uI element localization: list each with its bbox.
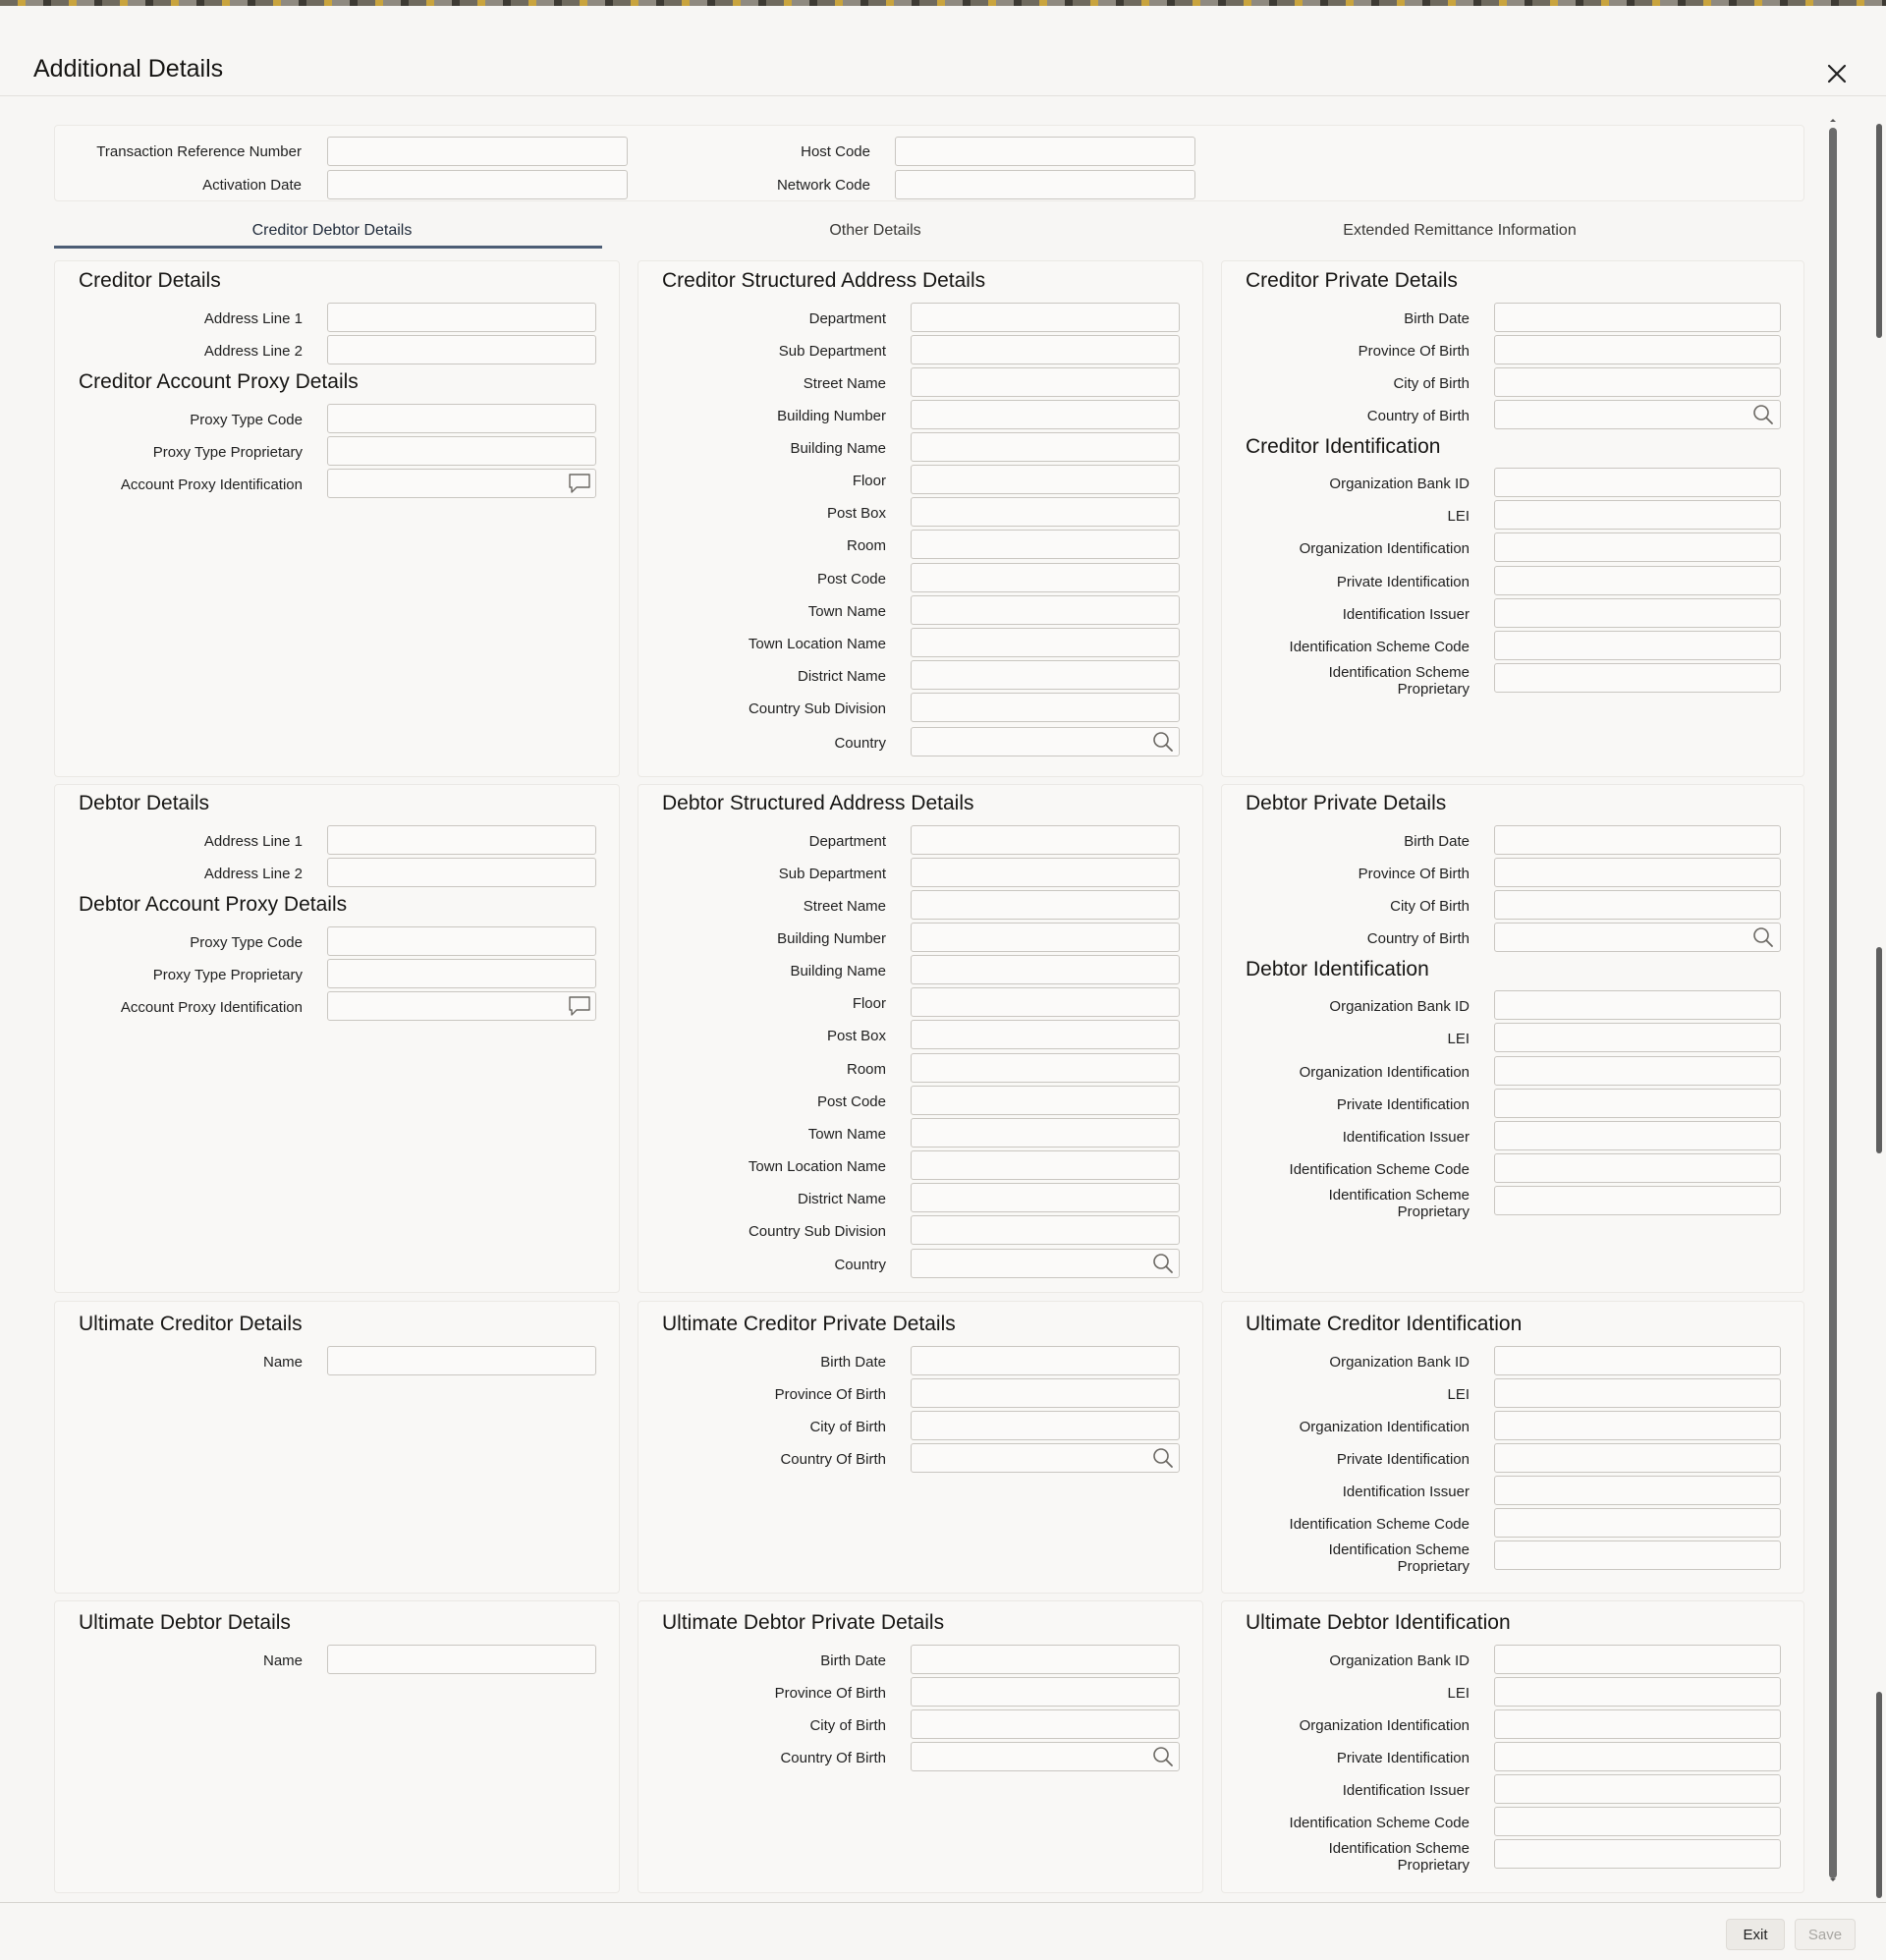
creditor-identification-issuer-input[interactable] — [1494, 598, 1781, 628]
ultimate-creditor-organization-identification-input[interactable] — [1494, 1411, 1781, 1440]
ultimate-debtor-private-title: Ultimate Debtor Private Details — [662, 1611, 945, 1634]
creditor-identification-scheme-code-input[interactable] — [1494, 631, 1781, 660]
ultimate-debtor-organization-identification-input[interactable] — [1494, 1709, 1781, 1739]
creditor-lei-label: LEI — [1447, 508, 1470, 525]
ultimate-debtor-province-of-birth-input[interactable] — [911, 1677, 1180, 1707]
debtor-province-of-birth-label: Province Of Birth — [1358, 866, 1470, 882]
creditor-account-proxy-identification-label: Account Proxy Identification — [120, 476, 303, 493]
debtor-department-label: Department — [808, 833, 886, 850]
content-scrollbar-thumb[interactable] — [1829, 128, 1837, 1878]
ultimate-creditor-details-panel — [54, 1301, 620, 1594]
debtor-address-line-2-label: Address Line 2 — [203, 866, 303, 882]
ultimate-creditor-organization-bank-id-label: Organization Bank ID — [1329, 1354, 1470, 1371]
transaction-reference-number-input[interactable] — [327, 137, 628, 166]
ultimate-debtor-country-of-birth-label: Country Of Birth — [780, 1750, 886, 1766]
debtor-lei-input[interactable] — [1494, 1023, 1781, 1052]
dialog-content — [0, 96, 1886, 1902]
creditor-town-name-input[interactable] — [911, 595, 1180, 625]
debtor-identification-issuer-label: Identification Issuer — [1342, 1129, 1470, 1146]
ultimate-debtor-organization-bank-id-label: Organization Bank ID — [1329, 1652, 1470, 1669]
creditor-identification-scheme-proprietary-label-line1: Identification Scheme — [1328, 664, 1470, 681]
creditor-street-name-input[interactable] — [911, 367, 1180, 397]
debtor-details-title: Debtor Details — [79, 792, 210, 814]
host-code-label: Host Code — [801, 143, 870, 160]
debtor-lei-label: LEI — [1447, 1031, 1470, 1047]
ultimate-creditor-private-identification-input[interactable] — [1494, 1443, 1781, 1473]
ultimate-debtor-private-identification-input[interactable] — [1494, 1742, 1781, 1771]
ultimate-debtor-name-input[interactable] — [327, 1645, 596, 1674]
network-code-label: Network Code — [776, 177, 870, 194]
debtor-address-line-1-label: Address Line 1 — [203, 833, 303, 850]
debtor-private-title: Debtor Private Details — [1246, 792, 1447, 814]
search-icon — [1152, 1253, 1174, 1274]
debtor-identification-scheme-proprietary-label — [1228, 1187, 1470, 1220]
transaction-reference-number-label: Transaction Reference Number — [96, 143, 302, 160]
debtor-account-proxy-comment-button[interactable] — [567, 993, 592, 1019]
ultimate-creditor-identification-scheme-proprietary-label-line2: Proprietary — [1397, 1558, 1470, 1575]
ultimate-creditor-organization-bank-id-input[interactable] — [1494, 1346, 1781, 1375]
active-tab-indicator — [54, 246, 602, 249]
creditor-post-code-input[interactable] — [911, 563, 1180, 592]
creditor-district-name-input[interactable] — [911, 660, 1180, 690]
creditor-city-of-birth-label: City of Birth — [1393, 375, 1470, 392]
ultimate-debtor-details-title: Ultimate Debtor Details — [79, 1611, 291, 1634]
ultimate-debtor-province-of-birth-label: Province Of Birth — [774, 1685, 886, 1702]
debtor-country-of-birth-input[interactable] — [1494, 923, 1781, 952]
creditor-department-label: Department — [808, 310, 886, 327]
ultimate-creditor-identification-scheme-proprietary-input[interactable] — [1494, 1540, 1781, 1570]
creditor-details-title: Creditor Details — [79, 269, 221, 292]
ultimate-creditor-lei-label: LEI — [1447, 1386, 1470, 1403]
debtor-identification-issuer-input[interactable] — [1494, 1121, 1781, 1150]
debtor-town-location-name-input[interactable] — [911, 1150, 1180, 1180]
activation-date-input[interactable] — [327, 170, 628, 199]
debtor-identification-scheme-code-input[interactable] — [1494, 1153, 1781, 1183]
creditor-street-name-label: Street Name — [803, 375, 886, 392]
creditor-country-label: Country — [834, 735, 886, 752]
ultimate-creditor-city-of-birth-input[interactable] — [911, 1411, 1180, 1440]
comment-icon — [568, 995, 591, 1017]
creditor-sub-department-input[interactable] — [911, 335, 1180, 364]
ultimate-creditor-identification-issuer-input[interactable] — [1494, 1476, 1781, 1505]
debtor-account-proxy-identification-label: Account Proxy Identification — [120, 999, 303, 1016]
ultimate-debtor-private-identification-label: Private Identification — [1336, 1750, 1470, 1766]
page-scrollbar-thumb-bottom[interactable] — [1876, 1692, 1882, 1898]
debtor-country-of-birth-search-button[interactable] — [1750, 924, 1776, 950]
ultimate-debtor-identification-scheme-proprietary-label-line1: Identification Scheme — [1328, 1840, 1470, 1857]
ultimate-creditor-organization-identification-label: Organization Identification — [1299, 1419, 1470, 1435]
creditor-country-input[interactable] — [911, 727, 1180, 756]
creditor-address-line-2-label: Address Line 2 — [203, 343, 303, 360]
creditor-address-line-1-input[interactable] — [327, 303, 596, 332]
ultimate-creditor-country-of-birth-search-button[interactable] — [1150, 1445, 1176, 1471]
debtor-account-proxy-title: Debtor Account Proxy Details — [79, 893, 348, 916]
debtor-organization-bank-id-input[interactable] — [1494, 990, 1781, 1020]
creditor-identification-title: Creditor Identification — [1246, 435, 1441, 458]
creditor-country-sub-division-label: Country Sub Division — [748, 700, 886, 717]
search-icon — [1152, 1746, 1174, 1767]
debtor-building-name-label: Building Name — [790, 963, 886, 980]
creditor-organization-bank-id-label: Organization Bank ID — [1329, 476, 1470, 492]
creditor-building-number-input[interactable] — [911, 400, 1180, 429]
creditor-city-of-birth-input[interactable] — [1494, 367, 1781, 397]
creditor-lei-input[interactable] — [1494, 500, 1781, 530]
creditor-country-search-button[interactable] — [1150, 729, 1176, 755]
ultimate-debtor-birth-date-input[interactable] — [911, 1645, 1180, 1674]
debtor-town-name-input[interactable] — [911, 1118, 1180, 1148]
dialog-header — [0, 6, 1886, 96]
creditor-proxy-type-code-input[interactable] — [327, 404, 596, 433]
debtor-post-code-label: Post Code — [816, 1093, 886, 1110]
creditor-address-line-1-label: Address Line 1 — [203, 310, 303, 327]
ultimate-creditor-details-title: Ultimate Creditor Details — [79, 1313, 303, 1335]
ultimate-debtor-identification-issuer-input[interactable] — [1494, 1774, 1781, 1804]
save-button[interactable]: Save — [1795, 1919, 1856, 1950]
ultimate-debtor-identification-issuer-label: Identification Issuer — [1342, 1782, 1470, 1799]
debtor-post-code-input[interactable] — [911, 1086, 1180, 1115]
creditor-identification-scheme-proprietary-label-line2: Proprietary — [1397, 681, 1470, 698]
creditor-address-line-2-input[interactable] — [327, 335, 596, 364]
debtor-proxy-type-code-input[interactable] — [327, 926, 596, 956]
ultimate-debtor-city-of-birth-label: City of Birth — [809, 1717, 886, 1734]
creditor-town-location-name-label: Town Location Name — [748, 636, 886, 652]
debtor-city-of-birth-input[interactable] — [1494, 890, 1781, 920]
ultimate-creditor-identification-scheme-proprietary-label-line1: Identification Scheme — [1328, 1541, 1470, 1558]
page-scrollbar[interactable] — [1874, 124, 1884, 1902]
ultimate-debtor-lei-input[interactable] — [1494, 1677, 1781, 1707]
debtor-city-of-birth-label: City Of Birth — [1390, 898, 1470, 915]
creditor-country-sub-division-input[interactable] — [911, 693, 1180, 722]
debtor-identification-title: Debtor Identification — [1246, 958, 1429, 980]
comment-icon — [568, 473, 591, 494]
ultimate-creditor-identification-title: Ultimate Creditor Identification — [1246, 1313, 1523, 1335]
debtor-organization-identification-input[interactable] — [1494, 1056, 1781, 1086]
debtor-birth-date-label: Birth Date — [1404, 833, 1470, 850]
debtor-street-name-input[interactable] — [911, 890, 1180, 920]
creditor-identification-scheme-proprietary-label — [1228, 664, 1470, 698]
ultimate-creditor-birth-date-label: Birth Date — [820, 1354, 886, 1371]
debtor-province-of-birth-input[interactable] — [1494, 858, 1781, 887]
creditor-account-proxy-identification-input[interactable] — [327, 469, 596, 498]
creditor-private-identification-input[interactable] — [1494, 566, 1781, 595]
ultimate-debtor-identification-scheme-proprietary-label-line2: Proprietary — [1397, 1857, 1470, 1874]
dialog-title: Additional Details — [33, 55, 224, 83]
creditor-account-proxy-title: Creditor Account Proxy Details — [79, 370, 359, 393]
creditor-province-of-birth-input[interactable] — [1494, 335, 1781, 364]
host-code-input[interactable] — [895, 137, 1195, 166]
debtor-room-label: Room — [846, 1061, 886, 1078]
creditor-account-proxy-comment-button[interactable] — [567, 471, 592, 496]
debtor-sub-department-input[interactable] — [911, 858, 1180, 887]
creditor-proxy-type-proprietary-input[interactable] — [327, 436, 596, 466]
dialog-footer — [0, 1902, 1886, 1960]
ultimate-debtor-name-label: Name — [262, 1652, 303, 1669]
debtor-floor-label: Floor — [852, 995, 886, 1012]
creditor-private-identification-label: Private Identification — [1336, 574, 1470, 590]
debtor-proxy-type-proprietary-label: Proxy Type Proprietary — [152, 967, 303, 983]
close-icon — [1824, 61, 1850, 86]
debtor-building-number-label: Building Number — [777, 930, 886, 947]
ultimate-debtor-organization-bank-id-input[interactable] — [1494, 1645, 1781, 1674]
creditor-proxy-type-proprietary-label: Proxy Type Proprietary — [152, 444, 303, 461]
debtor-town-name-label: Town Name — [807, 1126, 886, 1143]
network-code-input[interactable] — [895, 170, 1195, 199]
creditor-organization-identification-label: Organization Identification — [1299, 540, 1470, 557]
creditor-post-box-label: Post Box — [826, 505, 886, 522]
debtor-country-input[interactable] — [911, 1249, 1180, 1278]
creditor-post-code-label: Post Code — [816, 571, 886, 588]
ultimate-debtor-city-of-birth-input[interactable] — [911, 1709, 1180, 1739]
ultimate-debtor-identification-scheme-proprietary-input[interactable] — [1494, 1839, 1781, 1869]
ultimate-creditor-province-of-birth-input[interactable] — [911, 1378, 1180, 1408]
ultimate-debtor-identification-scheme-code-input[interactable] — [1494, 1807, 1781, 1836]
creditor-floor-input[interactable] — [911, 465, 1180, 494]
creditor-town-location-name-input[interactable] — [911, 628, 1180, 657]
ultimate-debtor-country-of-birth-input[interactable] — [911, 1742, 1180, 1771]
debtor-proxy-type-proprietary-input[interactable] — [327, 959, 596, 988]
scroll-up-arrow-icon — [1827, 116, 1839, 124]
debtor-street-name-label: Street Name — [803, 898, 886, 915]
ultimate-creditor-identification-scheme-code-label: Identification Scheme Code — [1289, 1516, 1470, 1533]
debtor-sub-department-label: Sub Department — [778, 866, 886, 882]
debtor-identification-scheme-code-label: Identification Scheme Code — [1289, 1161, 1470, 1178]
debtor-address-line-2-input[interactable] — [327, 858, 596, 887]
debtor-structured-address-title: Debtor Structured Address Details — [662, 792, 974, 814]
ultimate-debtor-lei-label: LEI — [1447, 1685, 1470, 1702]
ultimate-debtor-identification-scheme-code-label: Identification Scheme Code — [1289, 1815, 1470, 1831]
page-scrollbar-thumb-top[interactable] — [1876, 124, 1882, 338]
tab-other-details[interactable]: Other Details — [829, 222, 921, 239]
debtor-room-input[interactable] — [911, 1053, 1180, 1083]
ultimate-creditor-country-of-birth-label: Country Of Birth — [780, 1451, 886, 1468]
debtor-identification-scheme-proprietary-input[interactable] — [1494, 1186, 1781, 1215]
creditor-birth-date-input[interactable] — [1494, 303, 1781, 332]
activation-date-label: Activation Date — [202, 177, 302, 194]
creditor-identification-scheme-proprietary-input[interactable] — [1494, 663, 1781, 693]
creditor-country-of-birth-search-button[interactable] — [1750, 402, 1776, 427]
creditor-identification-issuer-label: Identification Issuer — [1342, 606, 1470, 623]
debtor-building-name-input[interactable] — [911, 955, 1180, 984]
creditor-country-of-birth-label: Country of Birth — [1366, 408, 1470, 424]
creditor-district-name-label: District Name — [797, 668, 886, 685]
ultimate-creditor-birth-date-input[interactable] — [911, 1346, 1180, 1375]
ultimate-creditor-identification-scheme-proprietary-label — [1228, 1541, 1470, 1575]
ultimate-creditor-city-of-birth-label: City of Birth — [809, 1419, 886, 1435]
tab-extended-remittance-information[interactable]: Extended Remittance Information — [1343, 222, 1577, 239]
ultimate-creditor-name-input[interactable] — [327, 1346, 596, 1375]
debtor-district-name-label: District Name — [797, 1191, 886, 1207]
debtor-proxy-type-code-label: Proxy Type Code — [190, 934, 303, 951]
creditor-room-label: Room — [846, 537, 886, 554]
close-button[interactable] — [1824, 61, 1850, 86]
debtor-country-of-birth-label: Country of Birth — [1366, 930, 1470, 947]
ultimate-debtor-country-of-birth-search-button[interactable] — [1150, 1744, 1176, 1769]
creditor-organization-identification-input[interactable] — [1494, 532, 1781, 562]
search-icon — [1152, 1447, 1174, 1469]
creditor-post-box-input[interactable] — [911, 497, 1180, 527]
ultimate-creditor-country-of-birth-input[interactable] — [911, 1443, 1180, 1473]
creditor-identification-scheme-code-label: Identification Scheme Code — [1289, 639, 1470, 655]
debtor-address-line-1-input[interactable] — [327, 825, 596, 855]
creditor-proxy-type-code-label: Proxy Type Code — [190, 412, 303, 428]
debtor-country-sub-division-input[interactable] — [911, 1215, 1180, 1245]
creditor-town-name-label: Town Name — [807, 603, 886, 620]
creditor-department-input[interactable] — [911, 303, 1180, 332]
tab-creditor-debtor-details[interactable]: Creditor Debtor Details — [251, 222, 413, 239]
creditor-structured-address-title: Creditor Structured Address Details — [662, 269, 986, 292]
debtor-post-box-label: Post Box — [826, 1028, 886, 1044]
debtor-building-number-input[interactable] — [911, 923, 1180, 952]
creditor-floor-label: Floor — [852, 473, 886, 489]
creditor-province-of-birth-label: Province Of Birth — [1358, 343, 1470, 360]
debtor-birth-date-input[interactable] — [1494, 825, 1781, 855]
debtor-district-name-input[interactable] — [911, 1183, 1180, 1212]
ultimate-creditor-province-of-birth-label: Province Of Birth — [774, 1386, 886, 1403]
creditor-room-input[interactable] — [911, 530, 1180, 559]
creditor-organization-bank-id-input[interactable] — [1494, 468, 1781, 497]
debtor-organization-bank-id-label: Organization Bank ID — [1329, 998, 1470, 1015]
page-scrollbar-thumb-mid[interactable] — [1876, 947, 1882, 1153]
ultimate-creditor-private-title: Ultimate Creditor Private Details — [662, 1313, 956, 1335]
exit-button[interactable]: Exit — [1726, 1919, 1785, 1950]
ultimate-creditor-identification-issuer-label: Identification Issuer — [1342, 1484, 1470, 1500]
creditor-building-name-input[interactable] — [911, 432, 1180, 462]
debtor-country-sub-division-label: Country Sub Division — [748, 1223, 886, 1240]
additional-details-dialog — [0, 6, 1886, 1960]
debtor-floor-input[interactable] — [911, 987, 1180, 1017]
search-icon — [1752, 404, 1774, 425]
ultimate-creditor-identification-scheme-code-input[interactable] — [1494, 1508, 1781, 1538]
ultimate-debtor-identification-title: Ultimate Debtor Identification — [1246, 1611, 1511, 1634]
debtor-post-box-input[interactable] — [911, 1020, 1180, 1049]
debtor-private-identification-label: Private Identification — [1336, 1096, 1470, 1113]
ultimate-debtor-identification-scheme-proprietary-label — [1228, 1840, 1470, 1874]
search-icon — [1152, 731, 1174, 753]
debtor-account-proxy-identification-input[interactable] — [327, 991, 596, 1021]
search-icon — [1752, 926, 1774, 948]
ultimate-debtor-organization-identification-label: Organization Identification — [1299, 1717, 1470, 1734]
creditor-building-number-label: Building Number — [777, 408, 886, 424]
creditor-country-of-birth-input[interactable] — [1494, 400, 1781, 429]
debtor-private-identification-input[interactable] — [1494, 1089, 1781, 1118]
ultimate-creditor-lei-input[interactable] — [1494, 1378, 1781, 1408]
creditor-private-title: Creditor Private Details — [1246, 269, 1458, 292]
ultimate-creditor-name-label: Name — [262, 1354, 303, 1371]
ultimate-debtor-birth-date-label: Birth Date — [820, 1652, 886, 1669]
debtor-identification-scheme-proprietary-label-line2: Proprietary — [1397, 1204, 1470, 1220]
debtor-identification-scheme-proprietary-label-line1: Identification Scheme — [1328, 1187, 1470, 1204]
creditor-birth-date-label: Birth Date — [1404, 310, 1470, 327]
debtor-town-location-name-label: Town Location Name — [748, 1158, 886, 1175]
debtor-country-label: Country — [834, 1257, 886, 1273]
debtor-country-search-button[interactable] — [1150, 1251, 1176, 1276]
debtor-organization-identification-label: Organization Identification — [1299, 1064, 1470, 1081]
creditor-building-name-label: Building Name — [790, 440, 886, 457]
debtor-department-input[interactable] — [911, 825, 1180, 855]
ultimate-creditor-private-identification-label: Private Identification — [1336, 1451, 1470, 1468]
creditor-sub-department-label: Sub Department — [778, 343, 886, 360]
